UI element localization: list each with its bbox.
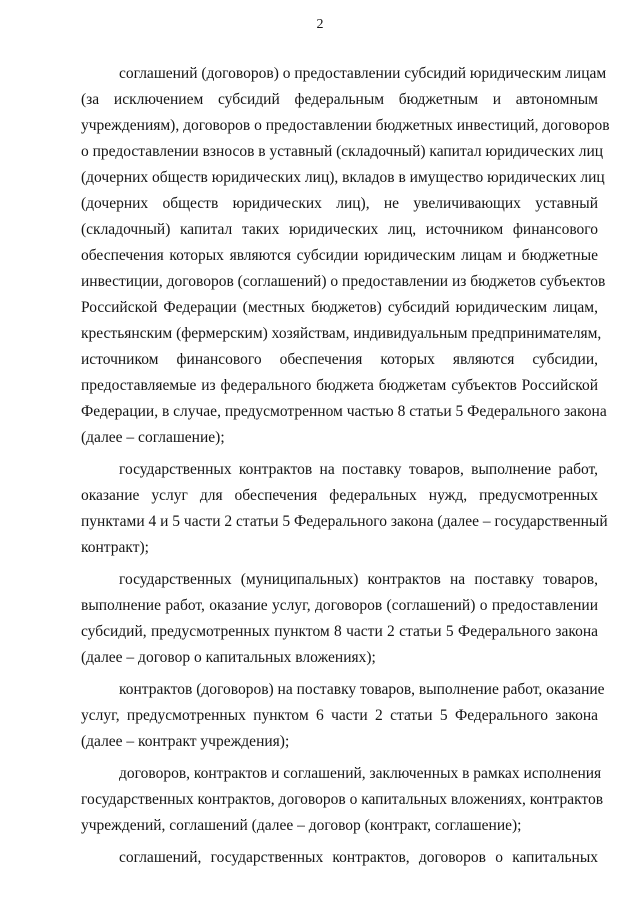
text-line: оказание услуг для обеспечения федеральных нужд, предусмотренных — [81, 487, 598, 504]
text-line: (далее – контракт учреждения); — [81, 733, 290, 750]
text-line: Российской Федерации (местных бюджетов) субсидий юридическим лицам, — [81, 299, 598, 316]
paragraph — [81, 761, 604, 839]
text-line: (дочерних обществ юридических лиц), вкладов в имущество юридических лиц — [81, 169, 605, 186]
document-body — [81, 61, 610, 871]
text-line: учреждениям), договоров о предоставлении бюджетных инвестиций, договоров — [81, 117, 610, 134]
text-line: о предоставлении взносов в уставный (складочный) капитал юридических лиц — [81, 143, 604, 160]
paragraph — [81, 845, 598, 871]
paragraph — [81, 677, 605, 755]
text-line: инвестиции, договоров (соглашений) о предоставлении из бюджетов субъектов — [81, 273, 606, 290]
text-line: (за исключением субсидий федеральным бюджетным и автономным — [81, 91, 598, 108]
text-line: контракт); — [81, 539, 149, 556]
text-line: соглашений, государственных контрактов, договоров о капитальных — [119, 849, 598, 866]
text-line: соглашений (договоров) о предоставлении субсидий юридическим лицам — [119, 65, 607, 82]
text-line: (складочный) капитал таких юридических лиц, источником финансового — [81, 221, 598, 238]
paragraph — [81, 61, 610, 451]
text-line: выполнение работ, оказание услуг, договоров (соглашений) о предоставлении — [81, 597, 598, 614]
text-line: государственных контрактов, договоров о капитальных вложениях, контрактов — [81, 791, 604, 808]
text-line: обеспечения которых являются субсидии юридическим лицам и бюджетные — [81, 247, 598, 264]
paragraph — [81, 567, 598, 671]
text-line: (далее – договор о капитальных вложениях); — [81, 649, 376, 666]
text-line: крестьянским (фермерским) хозяйствам, индивидуальным предпринимателям, — [81, 325, 602, 342]
text-line: (дочерних обществ юридических лиц), не увеличивающих уставный — [81, 195, 598, 212]
text-line: источником финансового обеспечения которых являются субсидии, — [81, 351, 598, 368]
text-line: контрактов (договоров) на поставку товаров, выполнение работ, оказание — [119, 681, 605, 698]
text-line: субсидий, предусмотренных пунктом 8 части 2 статьи 5 Федерального закона — [81, 623, 598, 640]
page-number: 2 — [316, 17, 324, 32]
text-line: предоставляемые из федерального бюджета бюджетам субъектов Российской — [81, 377, 598, 394]
text-line: договоров, контрактов и соглашений, заключенных в рамках исполнения — [119, 765, 602, 782]
text-line: государственных (муниципальных) контрактов на поставку товаров, — [119, 571, 598, 588]
text-line: услуг, предусмотренных пунктом 6 части 2 статьи 5 Федерального закона — [81, 707, 598, 724]
text-line: (далее – соглашение); — [81, 429, 225, 446]
text-line: пунктами 4 и 5 части 2 статьи 5 Федерального закона (далее – государственный — [81, 513, 608, 530]
text-line: государственных контрактов на поставку товаров, выполнение работ, — [119, 461, 598, 478]
text-line: Федерации, в случае, предусмотренном частью 8 статьи 5 Федерального закона — [81, 403, 607, 420]
text-line: учреждений, соглашений (далее – договор (контракт, соглашение); — [81, 817, 522, 834]
paragraph — [81, 457, 608, 561]
